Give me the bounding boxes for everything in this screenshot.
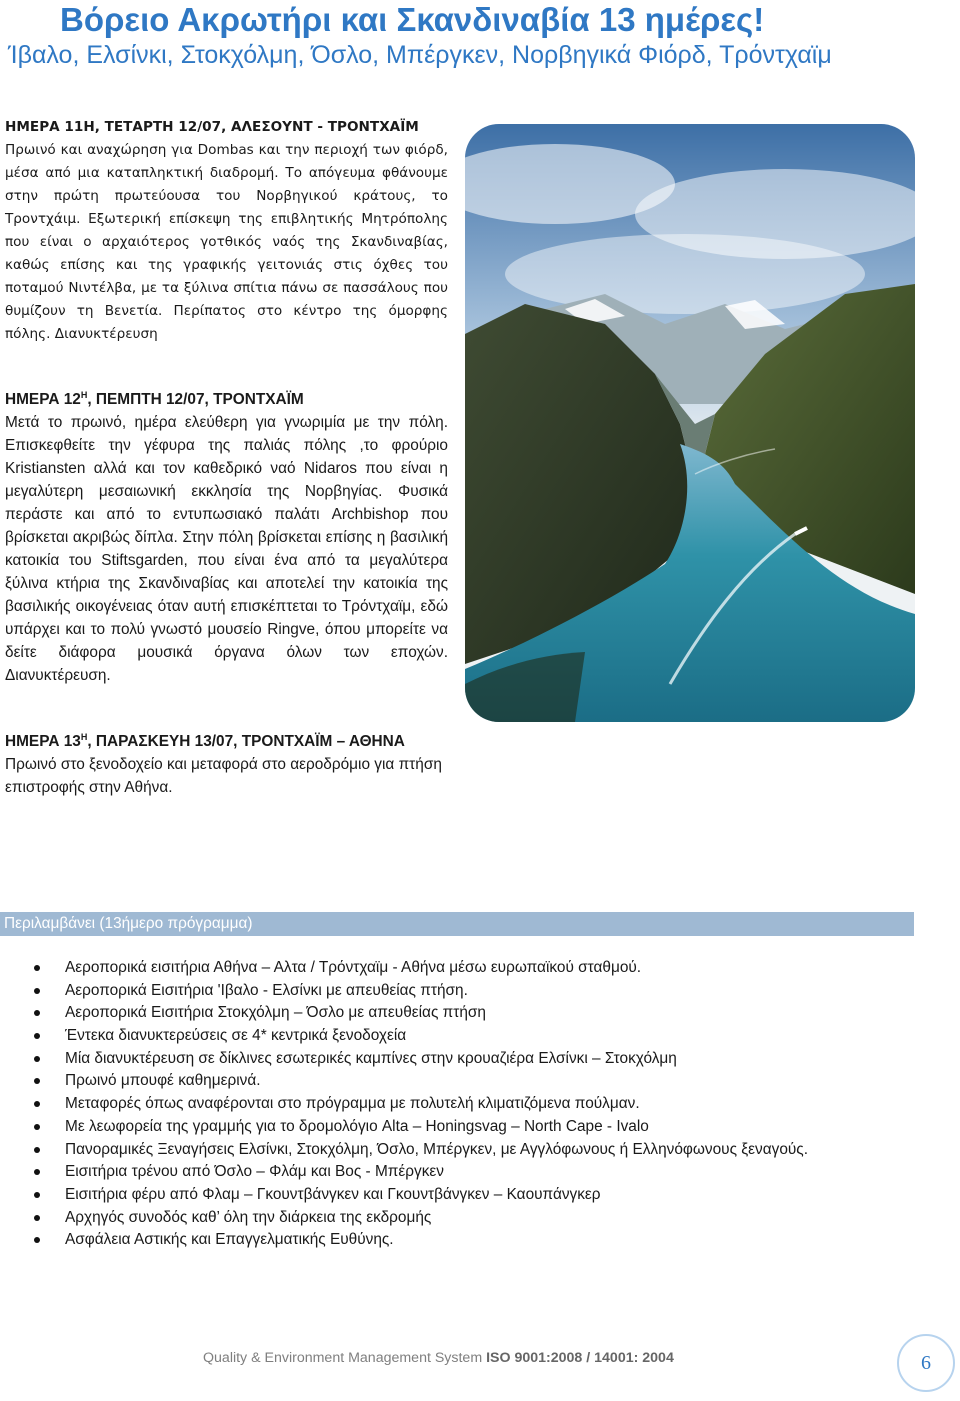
bullet-icon: [34, 1010, 40, 1016]
includes-list: [34, 957, 808, 1252]
list-item: Εισιτήρια τρένου από Όσλο – Φλάμ και Βος - Μπέργκεν: [34, 1161, 808, 1184]
footer-quality-note: Quality & Environment Management System ISO 9001:2008 / 14001: 2004: [203, 1350, 674, 1366]
bullet-icon: [34, 1192, 40, 1198]
list-item: Έντεκα διανυκτερεύσεις σε 4* κεντρικά ξενοδοχεία: [34, 1025, 808, 1048]
day-12-section: [5, 388, 448, 687]
day-12-text: Μετά το πρωινό, ημέρα ελεύθερη για γνωριμία με την πόλη. Επισκεφθείτε την γέφυρα της παλιάς πόλης ,το φρούριο Kristiansten αλλά και τον καθεδρικό ναό Nidaros που είναι η μεγαλύτερη μεσαιωνική εκκλησία της Νορβηγίας. Φυσικά περάστε και από το εντυπωσιακό παλάτι Archbishop που βρίσκεται ακριβώς δίπλα. Στην πόλη βρίσκεται επίσης η βασιλική κατοικία του Stiftsgarden, που είναι ένα από τα μεγαλύτερα ξύλινα κτήρια της Σκανδιναβίας και αποτελεί την κατοικία της βασιλικής οικογένειας όταν αυτή επισκέπτεται το Τρόντχαϊμ, εδώ υπάρχει και το πολύ γνωστό μουσείο Ringve, όπου μπορείτε να δείτε διάφορα μουσικά όργανα όλων των εποχών. Διανυκτέρευση.: [5, 414, 448, 684]
list-item: Αεροπορικά Εισιτήρια 'Ιβαλο - Ελσίνκι με απευθείας πτήση.: [34, 980, 808, 1003]
bullet-icon: [34, 1056, 40, 1062]
list-item: Εισιτήρια φέρυ από Φλαμ – Γκουντβάνγκεν και Γκουντβάνγκεν – Καουπάνγκερ: [34, 1184, 808, 1207]
bullet-icon: [34, 1237, 40, 1243]
day-13-text: Πρωινό στο ξενοδοχείο και μεταφορά στο αεροδρόμιο για πτήση επιστροφής στην Αθήνα.: [5, 756, 442, 796]
page-title: Βόρειο Ακρωτήρι και Σκανδιναβία 13 ημέρες!: [60, 1, 765, 38]
list-item: Με λεωφορεία της γραμμής για το δρομολόγιο Alta – Honingsvag – North Cape - Ivalo: [34, 1116, 808, 1139]
day-11-text: Πρωινό και αναχώρηση για Dombas και την περιοχή των φιόρδ, μέσα από μια καταπληκτική διαδρομή. Το απόγευμα φθάνουμε στην πρώτη πρωτεύουσα του Νορβηγικού κράτους, το Τροντχάιμ. Εξωτερική επίσκεψη της επιβλητικής Μητρόπολης που είναι ο αρχαιότερος γοτθικός ναός της Σκανδιναβίας, καθώς επίσης και της γραφικής γειτονιάς στις όχθες του ποταμού Νιντέλβα, με τα ξύλινα σπίτια πάνω σε πασσάλους που θυμίζουν τη Βενετία. Περίπατος στο κέντρο της όμορφης πόλης. Διανυκτέρευση: [5, 142, 448, 342]
bullet-icon: [34, 1033, 40, 1039]
footer-iso: ISO 9001:2008 / 14001: 2004: [486, 1350, 674, 1366]
includes-heading: Περιλαμβάνει (13ήμερο πρόγραμμα): [0, 912, 914, 936]
list-item: Αεροπορικά Εισιτήρια Στοκχόλμη – Όσλο με απευθείας πτήση: [34, 1002, 808, 1025]
list-item: Μεταφορές όπως αναφέρονται στο πρόγραμμα με πολυτελή κλιματιζόμενα πούλμαν.: [34, 1093, 808, 1116]
bullet-icon: [34, 1169, 40, 1175]
list-item: Μία διανυκτέρευση σε δίκλινες εσωτερικές καμπίνες στην κρουαζιέρα Ελσίνκι – Στοκχόλμη: [34, 1048, 808, 1071]
list-item: Πρωινό μπουφέ καθημερινά.: [34, 1070, 808, 1093]
day-13-heading: ΗΜΕΡΑ $13^H$, ΠΑΡΑΣΚΕΥΗ 13/07, ΤΡΟΝΤΧΑΪΜ – ΑΘΗΝΑ: [5, 731, 405, 750]
day-13-section: [5, 730, 448, 799]
bullet-icon: [34, 1078, 40, 1084]
list-item: Ασφάλεια Αστικής και Επαγγελματικής Ευθύνης.: [34, 1229, 808, 1252]
list-item: Αρχηγός συνοδός καθ’ όλη την διάρκεια της εκδρομής: [34, 1207, 808, 1230]
page-subtitle: Ίβαλο, Ελσίνκι, Στοκχόλμη, Όσλο, Μπέργκεν, Νορβηγικά Φιόρδ, Τρόντχαϊμ: [8, 41, 832, 69]
day-11-section: [5, 116, 448, 346]
fjord-photo: [465, 124, 915, 722]
bullet-icon: [34, 1147, 40, 1153]
day-12-heading: ΗΜΕΡΑ $12^H$, ΠΕΜΠΤΗ 12/07, ΤΡΟΝΤΧΑΪΜ: [5, 389, 304, 408]
list-item: Πανοραμικές Ξεναγήσεις Ελσίνκι, Στοκχόλμη, Όσλο, Μπέργκεν, με Αγγλόφωνους ή Ελληνόφωνους ξεναγούς.: [34, 1139, 808, 1162]
list-item: Αεροπορικά εισιτήρια Αθήνα – Αλτα / Τρόντχαϊμ - Αθήνα μέσω ευρωπαϊκού σταθμού.: [34, 957, 808, 980]
bullet-icon: [34, 1215, 40, 1221]
bullet-icon: [34, 1124, 40, 1130]
bullet-icon: [34, 988, 40, 994]
bullet-icon: [34, 965, 40, 971]
day-11-heading: ΗΜΕΡΑ 11Η, ΤΕΤΑΡΤΗ 12/07, ΑΛΕΣΟΥΝΤ - ΤΡΟΝΤΧΑΪΜ: [5, 119, 419, 135]
page-number: 6: [897, 1334, 955, 1392]
bullet-icon: [34, 1101, 40, 1107]
